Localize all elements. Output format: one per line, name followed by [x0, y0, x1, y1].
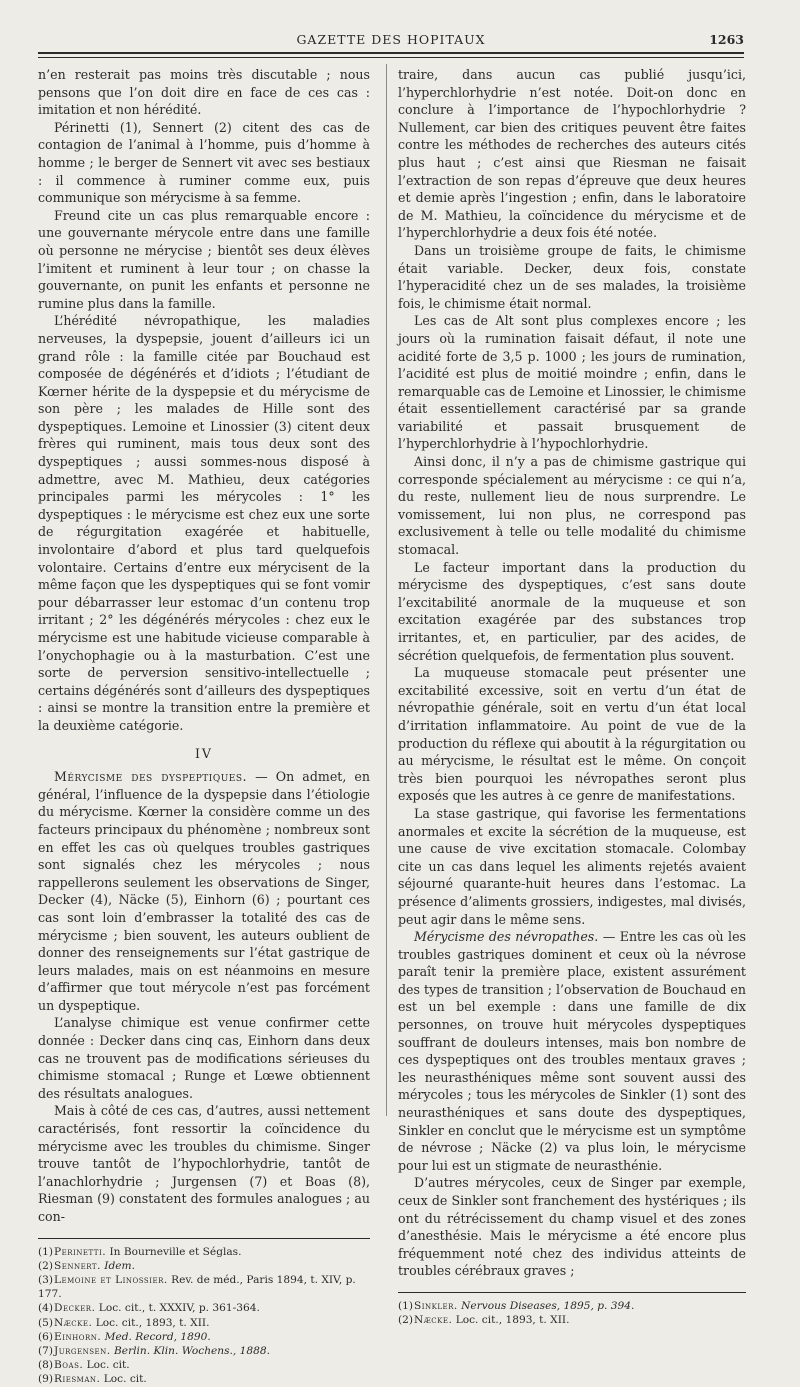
footnote: (1)Sinkler. Nervous Diseases, 1895, p. 394.	[398, 1299, 635, 1312]
paragraph: Freund cite un cas plus remarquable encore : une gouvernante mérycole entre dans une famille où personne ne mérycise ; bientôt ses deux élèves l’imitent et ruminent à leur tour ; on chasse la gouvernante, on punit les enfants et personne ne rumine plus dans la famille.	[38, 207, 370, 311]
section-paragraph-head: Mérycisme des dyspeptiques.	[54, 769, 248, 785]
paragraph: La stase gastrique, qui favorise les fermentations anormales et excite la sécrétion de la muqueuse, est une cause de vive excitation stomacale. Colombay cite un cas dans lequel les aliments rejetés avaient séjourné quarante-huit heures dans l’estomac. La présence d’aliments grossiers, indigestes, mal divisés, peut agir dans le même sens.	[398, 805, 746, 927]
section-paragraph-body: — On admet, en général, l’influence de la dyspepsie dans l’étiologie du mérycisme. Kœrner la considère comme un des facteurs principaux du phénomène ; nombreux sont en effet les cas où quelques troubles gastriques sont signalés chez les mérycoles ; nous rappellerons seulement les observations de Singer, Decker (4), Näcke (5), Einhorn (6) ; pourtant ces cas sont loin d’embrasser la totalité des cas de mérycisme ; bien souvent, les auteurs oublient de donner des renseignements sur l’état gastrique de leurs malades, mais on est néanmoins en mesure d’affirmer que tout mérycole n’est pas forcément un dyspeptique.	[38, 769, 370, 1013]
paragraph: L’analyse chimique est venue confirmer cette donnée : Decker dans cinq cas, Einhorn dans deux cas ne trouvent pas de modifications sérieuses du chimisme stomacal ; Runge et Lœwe obtiennent des résultats analogues.	[38, 1015, 370, 1101]
page-number: 1263	[709, 32, 744, 47]
footnote: (1)Perinetti. In Bourneville et Séglas.	[38, 1245, 242, 1258]
paragraph: Mais à côté de ces cas, d’autres, aussi nettement caractérisés, font ressortir la coïncidence du mérycisme avec les troubles du chimisme. Singer trouve tantôt de l’hypochlorhydrie, tantôt de l’anachlorhydrie ; Jurgensen (7) et Boas (8), Riesman (9) constatent des formules analogues ; au con-	[38, 1103, 370, 1224]
paragraph	[398, 928, 746, 1174]
page-header	[38, 30, 744, 50]
paragraph: Périnetti (1), Sennert (2) citent des cas de contagion de l’animal à l’homme, puis d’homme à homme ; le berger de Sennert vit avec ses bestiaux : il commence à ruminer comme eux, puis communique son mérycisme à sa femme.	[38, 119, 370, 206]
header-rule-thin	[38, 57, 744, 58]
footnote: (6)Einhorn. Med. Record, 1890.	[38, 1330, 211, 1343]
column-divider	[386, 64, 387, 1116]
footnote-rule	[398, 1292, 746, 1293]
footnote: (8)Boas. Loc. cit.	[38, 1359, 130, 1372]
italic-subheading-body: — Entre les cas où les troubles gastriques dominent et ceux où la névrose paraît tenir la première place, existent assurément des types de transition ; l’observation de Bouchaud en est un bel exemple : dans une famille de dix personnes, on trouve huit mérycoles dyspeptiques souffrant de douleurs intenses, mais bon nombre de ces dyspeptiques ont des troubles mentaux graves ; les neurasthéniques même sont souvent aussi des mérycoles ; tous les mérycoles de Sinkler (1) sont des neurasthéniques et sans doute des dyspeptiques, Sinkler en conclut que le mérycisme est un symptôme de névrose ; Näcke (2) va plus loin, le mérycisme pour lui est un stigmate de neurasthénie.	[398, 929, 746, 1173]
header-rule-thick	[38, 52, 744, 54]
paragraph: L’hérédité névropathique, les maladies nerveuses, la dyspepsie, jouent d’ailleurs ici un grand rôle : la famille citée par Bouchaud est composée de dégénérés et d’idiots ; l’étudiant de Kœrner hérite de la dyspepsie et du mérycisme de son père ; les malades de Hille sont des dyspeptiques. Lemoine et Linossier (3) citent deux frères qui ruminent, mais tous deux sont des dyspeptiques ; aussi sommes-nous disposé à admettre, avec M. Mathieu, deux catégories principales parmi les mérycoles : 1° les dyspeptiques : le mérycisme est chez eux une sorte de régurgitation exagérée et habituelle, involontaire d’abord et plus tard quelquefois volontaire. Certains d’entre eux mérycisent de la même façon que les dyspeptiques qui se font vomir pour débarrasser leur estomac d’un contenu trop irritant ; 2° les dégénérés mérycoles : chez eux le mérycisme est une habitude vicieuse comparable à l’onychophagie ou à la masturbation. C’est une sorte de perversion sensitivo-intellectuelle ; certains dégénérés sont d’ailleurs des dyspeptiques : ainsi se montre la transition entre la première et la deuxième catégorie.	[38, 313, 370, 733]
footnote: (5)Næcke. Loc. cit., 1893, t. XII.	[38, 1316, 210, 1329]
paragraph: Le facteur important dans la production du mérycisme des dyspeptiques, c’est sans doute l’excitabilité anormale de la muqueuse et son excitation exagérée par des substances trop irritantes, et, en particulier, par des acides, de sécrétion quelquefois, de fermentation plus souvent.	[398, 559, 746, 663]
paragraph: Dans un troisième groupe de faits, le chimisme était variable. Decker, deux fois, constate l’hyperacidité chez un de ses malades, la troisième fois, le chimisme était normal.	[398, 242, 746, 311]
right-column	[398, 66, 746, 1327]
journal-title: GAZETTE DES HOPITAUX	[296, 32, 486, 47]
paragraph: D’autres mérycoles, ceux de Singer par exemple, ceux de Sinkler sont franchement des hystériques ; ils ont du rétrécissement du champ visuel et des zones d’anesthésie. Mais le mérycisme a été encore plus fréquemment noté chez des individus atteints de troubles cérébraux graves ;	[398, 1175, 746, 1279]
italic-subheading: Mérycisme des névropathes.	[414, 929, 599, 945]
footnotes	[398, 1299, 746, 1327]
footnote: (7)Jurgensen. Berlin. Klin. Wochens., 1888.	[38, 1345, 270, 1358]
paragraph	[38, 768, 370, 1014]
section-heading: IV	[194, 745, 214, 761]
footnotes	[38, 1245, 370, 1387]
footnote: (2)Næcke. Loc. cit., 1893, t. XII.	[398, 1314, 570, 1327]
footnote: (4)Decker. Loc. cit., t. XXXIV, p. 361-364.	[38, 1302, 260, 1315]
paragraph: n’en resterait pas moins très discutable ; nous pensons que l’on doit dire en face de ces cas : imitation et non hérédité.	[38, 67, 370, 118]
footnote: (9)Riesman. Loc. cit.	[38, 1373, 147, 1386]
paragraph: traire, dans aucun cas publié jusqu’ici, l’hyperchlorhydrie n’est notée. Doit-on donc en conclure à l’importance de l’hypochlorhydrie ? Nullement, car bien des critiques peuvent être faites contre les méthodes de recherches des auteurs cités plus haut ; c’est ainsi que Riesman ne faisait l’extraction de son repas d’épreuve que deux heures et demie après l’ingestion ; enfin, dans le laboratoire de M. Mathieu, la coïncidence du mérycisme et de l’hyperchlorhydrie a deux fois été notée.	[398, 67, 746, 241]
paragraph: Ainsi donc, il n’y a pas de chimisme gastrique qui corresponde spécialement au mérycisme : ce qui n’a, du reste, nullement lieu de nous surprendre. Le vomissement, lui non plus, ne correspond pas exclusivement à telle ou telle modalité du chimisme stomacal.	[398, 454, 746, 558]
paragraph: La muqueuse stomacale peut présenter une excitabilité excessive, soit en vertu d’un état de névropathie générale, soit en vertu d’un état local d’irritation inflammatoire. Au point de vue de la production du réflexe qui aboutit à la régurgitation ou au mérycisme, le résultat est le même. On conçoit très bien pourquoi les névropathes seront plus exposés que les autres à ce genre de manifestations.	[398, 665, 746, 804]
footnote-rule	[38, 1238, 370, 1239]
left-column	[38, 66, 370, 1387]
footnote: (3)Lemoine et Linossier. Rev. de méd., Paris 1894, t. XIV, p. 177.	[38, 1274, 356, 1301]
footnote: (2)Sennert. Idem.	[38, 1259, 135, 1272]
paragraph: Les cas de Alt sont plus complexes encore ; les jours où la rumination faisait défaut, il note une acidité forte de 3,5 p. 1000 ; les jours de rumination, l’acidité est plus de moitié moindre ; enfin, dans le remarquable cas de Lemoine et Linossier, le chimisme était essentiellement caractérisé par sa grande variabilité et passait brusquement de l’hyperchlorhydrie à l’hypochlorhydrie.	[398, 313, 746, 452]
